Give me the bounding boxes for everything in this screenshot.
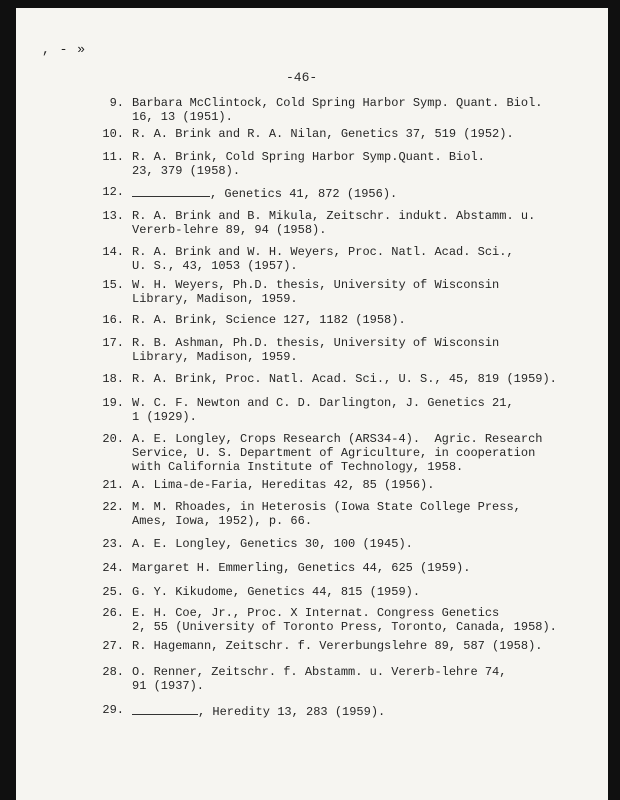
reference-text (132, 278, 562, 306)
reference-line: R. A. Brink, Cold Spring Harbor Symp.Quant. Biol. (132, 150, 485, 164)
reference-line-text: , Genetics 41, 872 (1956). (210, 187, 398, 201)
reference-line (132, 703, 562, 719)
reference-number: 9. (109, 96, 124, 110)
reference-text (132, 478, 562, 492)
document-page (16, 8, 608, 800)
reference-number: 14. (102, 245, 124, 259)
reference-line: O. Renner, Zeitschr. f. Abstamm. u. Vererb-lehre 74, (132, 665, 507, 679)
reference-number: 25. (102, 585, 124, 599)
reference-text (132, 500, 562, 528)
reference-text (132, 150, 562, 178)
corner-marks: , - » (42, 42, 87, 57)
reference-text (132, 127, 562, 141)
reference-line: M. M. Rhoades, in Heterosis (Iowa State College Press, (132, 500, 521, 514)
reference-line: R. A. Brink, Proc. Natl. Acad. Sci., U. S., 45, 819 (1959). (132, 372, 557, 386)
reference-line: R. B. Ashman, Ph.D. thesis, University of Wisconsin (132, 336, 500, 350)
reference-line: R. Hagemann, Zeitschr. f. Vererbungslehre 89, 587 (1958). (132, 639, 543, 653)
reference-number: 18. (102, 372, 124, 386)
reference-line: U. S., 43, 1053 (1957). (132, 259, 298, 273)
reference-number: 27. (102, 639, 124, 653)
ditto-blank-line (132, 703, 198, 715)
reference-number: 24. (102, 561, 124, 575)
reference-number: 16. (102, 313, 124, 327)
reference-number: 12. (102, 185, 124, 199)
reference-text (132, 585, 562, 599)
reference-line: 23, 379 (1958). (132, 164, 241, 178)
reference-line: A. E. Longley, Genetics 30, 100 (1945). (132, 537, 413, 551)
reference-line: Ames, Iowa, 1952), p. 66. (132, 514, 313, 528)
reference-text (132, 639, 562, 653)
reference-text (132, 561, 562, 575)
reference-line: Barbara McClintock, Cold Spring Harbor Symp. Quant. Biol. (132, 96, 543, 110)
reference-line: Service, U. S. Department of Agriculture, in cooperation (132, 446, 536, 460)
reference-line: 16, 13 (1951). (132, 110, 233, 124)
reference-number: 29. (102, 703, 124, 717)
reference-number: 23. (102, 537, 124, 551)
reference-line: Library, Madison, 1959. (132, 292, 298, 306)
reference-line: R. A. Brink and W. H. Weyers, Proc. Natl. Acad. Sci., (132, 245, 514, 259)
reference-text (132, 537, 562, 551)
reference-line: Vererb-lehre 89, 94 (1958). (132, 223, 327, 237)
reference-line: 91 (1937). (132, 679, 205, 693)
reference-line: W. C. F. Newton and C. D. Darlington, J. Genetics 21, (132, 396, 514, 410)
page-number: -46- (286, 70, 318, 85)
reference-text (132, 396, 562, 424)
reference-number: 13. (102, 209, 124, 223)
reference-line: R. A. Brink, Science 127, 1182 (1958). (132, 313, 406, 327)
reference-number: 28. (102, 665, 124, 679)
reference-text (132, 96, 562, 124)
reference-text (132, 209, 562, 237)
reference-line (132, 185, 562, 201)
reference-line-text: , Heredity 13, 283 (1959). (198, 705, 386, 719)
reference-number: 11. (102, 150, 124, 164)
reference-line: W. H. Weyers, Ph.D. thesis, University of Wisconsin (132, 278, 500, 292)
reference-line: A. E. Longley, Crops Research (ARS34-4). Agric. Research (132, 432, 543, 446)
reference-text (132, 432, 562, 474)
reference-number: 17. (102, 336, 124, 350)
reference-number: 22. (102, 500, 124, 514)
reference-number: 20. (102, 432, 124, 446)
reference-text (132, 245, 562, 273)
reference-number: 26. (102, 606, 124, 620)
reference-text (132, 336, 562, 364)
reference-text (132, 372, 562, 386)
reference-line: 1 (1929). (132, 410, 197, 424)
reference-line: Margaret H. Emmerling, Genetics 44, 625 (1959). (132, 561, 471, 575)
reference-line: 2, 55 (University of Toronto Press, Toronto, Canada, 1958). (132, 620, 557, 634)
reference-text (132, 313, 562, 327)
reference-text (132, 665, 562, 693)
reference-text (132, 703, 562, 719)
reference-number: 10. (102, 127, 124, 141)
reference-line: A. Lima-de-Faria, Hereditas 42, 85 (1956). (132, 478, 435, 492)
reference-line: G. Y. Kikudome, Genetics 44, 815 (1959). (132, 585, 421, 599)
reference-text (132, 185, 562, 201)
ditto-blank-line (132, 185, 210, 197)
reference-line: Library, Madison, 1959. (132, 350, 298, 364)
reference-number: 19. (102, 396, 124, 410)
reference-line: E. H. Coe, Jr., Proc. X Internat. Congress Genetics (132, 606, 500, 620)
reference-line: R. A. Brink and B. Mikula, Zeitschr. indukt. Abstamm. u. (132, 209, 536, 223)
reference-number: 21. (102, 478, 124, 492)
reference-number: 15. (102, 278, 124, 292)
reference-line: R. A. Brink and R. A. Nilan, Genetics 37, 519 (1952). (132, 127, 514, 141)
reference-text (132, 606, 562, 634)
reference-line: with California Institute of Technology, 1958. (132, 460, 464, 474)
